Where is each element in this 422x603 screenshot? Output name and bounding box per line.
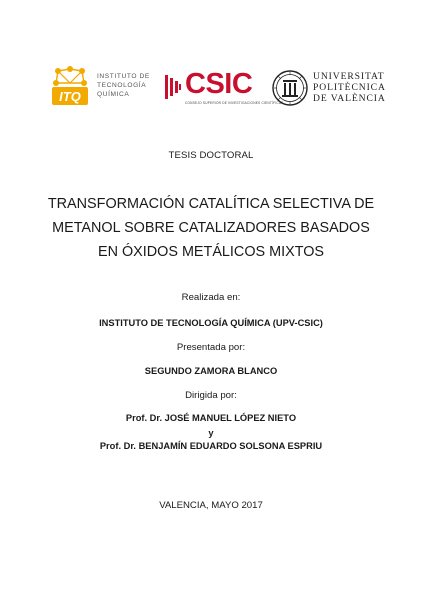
itq-emblem-icon xyxy=(50,65,90,109)
itq-name-line1: INSTITUTO DE xyxy=(97,73,150,80)
thesis-title xyxy=(0,192,422,264)
upv-name-line1: UNIVERSITAT xyxy=(313,71,385,82)
itq-name-line2: TECNOLOGÍA xyxy=(97,82,147,89)
itq-logo xyxy=(50,65,150,111)
thesis-title-line2: METANOL SOBRE CATALIZADORES BASADOS xyxy=(52,220,370,236)
upv-seal-icon xyxy=(272,70,308,106)
director-1: Prof. Dr. JOSÉ MANUEL LÓPEZ NIETO xyxy=(125,413,297,423)
upv-name-line3: DE VALÈNCIA xyxy=(313,93,386,104)
institution-logos xyxy=(50,63,386,113)
itq-name-line3: QUÍMICA xyxy=(97,91,130,98)
thesis-title-line3: EN ÓXIDOS METÁLICOS MIXTOS xyxy=(97,244,325,260)
carried-out-label: Realizada en: xyxy=(181,292,241,303)
csic-emblem-icon xyxy=(163,73,183,101)
author-name: SEGUNDO ZAMORA BLANCO xyxy=(144,366,278,376)
document-type: TESIS DOCTORAL xyxy=(168,150,254,161)
director-conjunction: y xyxy=(208,428,214,438)
upv-name xyxy=(313,71,386,104)
director-2: Prof. Dr. BENJAMÍN EDUARDO SOLSONA ESPRIU xyxy=(99,441,323,451)
directed-by-label: Dirigida por: xyxy=(185,390,237,401)
upv-logo xyxy=(272,67,386,111)
csic-wordmark: CSIC xyxy=(185,68,253,100)
institute-name: INSTITUTO DE TECNOLOGÍA QUÍMICA (UPV-CSIC) xyxy=(99,318,323,328)
upv-name-line2: POLITÈCNICA xyxy=(313,82,386,93)
presented-by-label: Presentada por: xyxy=(176,342,246,353)
itq-name xyxy=(97,72,150,99)
thesis-title-line1: TRANSFORMACIÓN CATALÍTICA SELECTIVA DE xyxy=(47,196,375,212)
itq-mark-text: ITQ xyxy=(59,89,81,104)
csic-logo xyxy=(163,65,284,111)
place-and-date: VALENCIA, MAYO 2017 xyxy=(159,500,263,511)
csic-subtitle: CONSEJO SUPERIOR DE INVESTIGACIONES CIENTÍFICAS xyxy=(185,101,284,105)
